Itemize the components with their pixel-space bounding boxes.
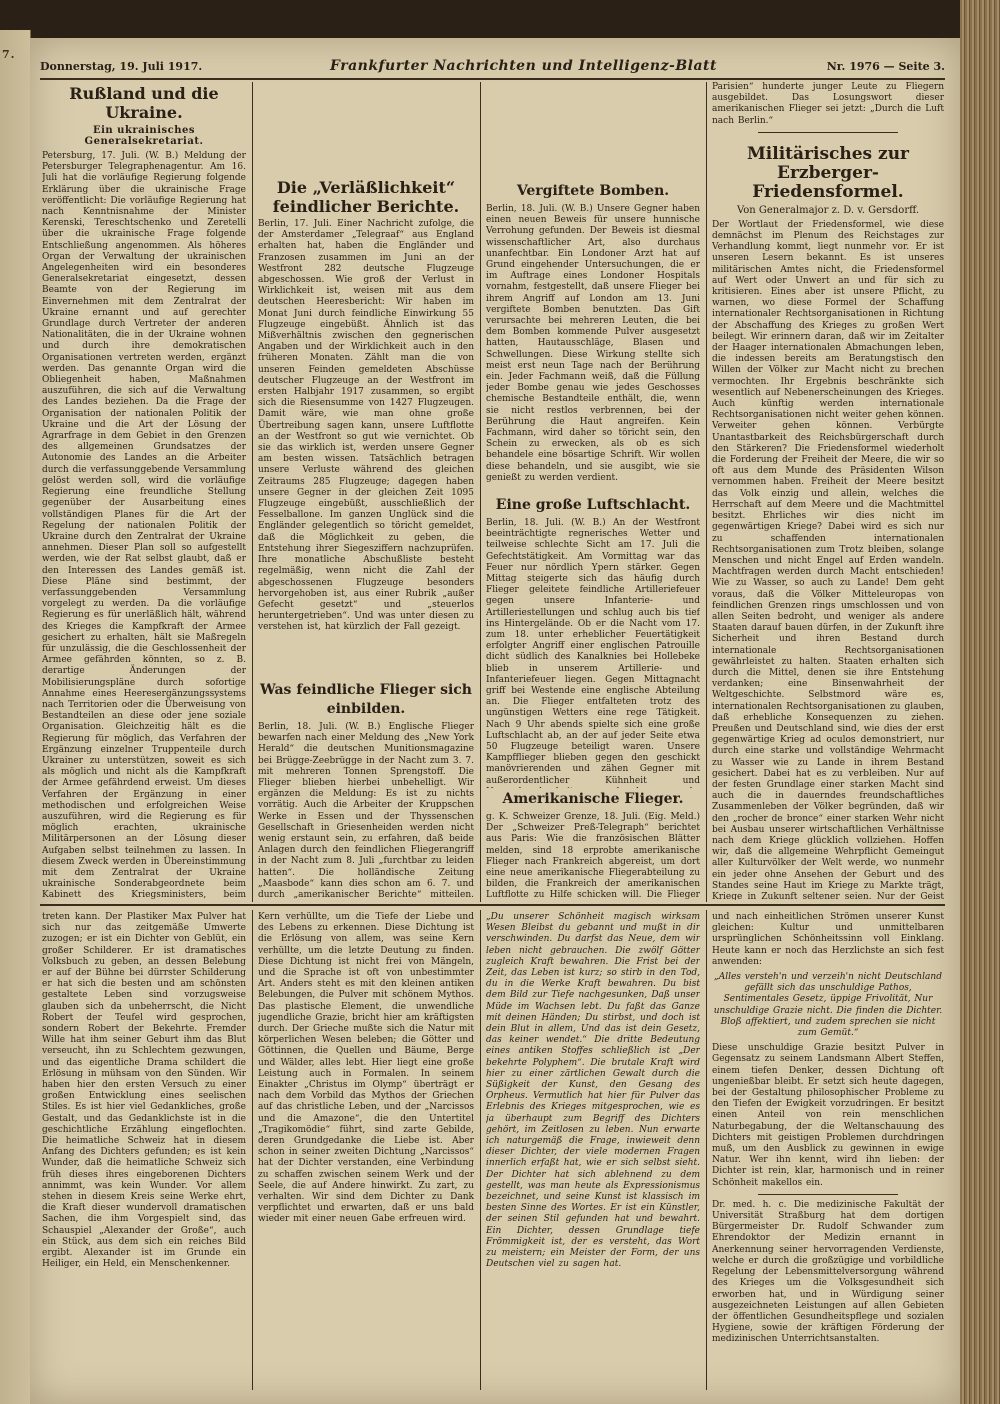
column-rule <box>252 910 253 1390</box>
header-date: Donnerstag, 19. Juli 1917. <box>40 60 203 73</box>
article-separator <box>758 1194 897 1195</box>
feuilleton-text-4-body: Diese unschuldige Grazie besitzt Pulver in Gegensatz zu seinem Landsmann Albert Steffen, einem tiefen Denker, dessen Dichtung oft ungenießbar bleibt. Er setzt sich heute dagegen, bei der Gestaltung philosophischer Probleme zu den Tiefen der Ewigkeit vorzudringen. Er besitzt einen Anteil von rein menschlichen Naturbegabung, der die Weltanschauung des Dichters mit geistigen Problemen durchdringen muß, um den Ausblick zu gewinnen in ewige Natur. Wer ihn kennt, wird ihn lieben: der Dichter ist rein, klar, harmonisch und in reiner Schönheit makellos ein. <box>712 1043 944 1188</box>
headline-amerikanische-flieger: Amerikanische Flieger. <box>502 791 684 807</box>
column-1 <box>42 82 246 900</box>
byline-erzberger: Von Generalmajor z. D. v. Gersdorff. <box>736 204 920 216</box>
article-bomben-body: Berlin, 18. Juli. (W. B.) Unsere Gegner haben einen neuen Beweis für unsere hunnische Verrohung gefunden. Der Beweis ist diesmal wissenschaftlicher Art, also durchaus unanfechtbar. Ein Londoner Arzt hat auf Grund eingehender Untersuchungen, die er im Auftrage eines Londoner Hospitals vornahm, festgestellt, daß unsere Flieger bei ihrem Angriff auf London am 13. Juni vergiftete Bomben benutzten. Das Gift verursachte bei mehreren Leuten, die bei dem Bomben kommende Pulver ausgesetzt hatten, Hautausschläge, Blasen und Schwellungen. Diese Wirkung stellte sich meist erst neun Tage nach der Berührung ein. Jeder Fachmann weiß, daß die Füllung jeder Bombe genau wie jedes Geschosses chemische Bestandteile enthält, die, wenn sie nicht restlos verbrennen, bei der Berührung die Haut angreifen. Kein Fachmann, wird daher so töricht sein, den Schein zu erwecken, als ob es sich behandele eine bösartige Schrift. Wir wollen diese behandeln, und sie ausgibt, wie sie genießt zu werden verdient. <box>486 204 700 483</box>
article-erzberger-body: Der Wortlaut der Friedensformel, wie diese demnächst im Plenum des Reichstages zur Verhandlung kommt, liegt nunmehr vor. Er ist unseren Lesern bekannt. Es ist unseres militärischen Amtes nicht, die Friedensformel auf Wert oder Unwert an und für sich zu kritisieren. Eines aber ist unsere Pflicht, zu warnen, wo diese Formel der Schaffung internationaler Rechtsorganisationen in Richtung der Abschaffung des Krieges zu großen Wert beilegt. Wir erinnern daran, daß wir im Zeitalter der Haager internationalen Abmachungen leben, die indessen bereits am Beratungstisch den Willen der Völker zur Macht nicht zu brechen vermochten. Ihr Ergebnis beschränkte sich wesentlich auf Nebenerscheinungen des Krieges. Auch künftig werden internationale Rechtsorganisationen nicht weiter gehen können. Verweiter gehen können. Verbürgte Unantastbarkeit des Reichsbürgerschaft durch den Stärkeren? Die Friedensformel wiederholt die Forderung der Freiheit der Meere, die wir so oft aus dem Munde des Präsidenten Wilson vernommen haben. Freiheit der Meere besitzt das Volk einzig und allein, welches die Herrschaft auf dem Meere und die Machtmittel besitzt. Ehrliches wir dies nicht im gegenwärtigen Kriege? Dabei wird es sich nur zu schaffenden internationalen Rechtsorganisationen zum Trotz bleiben, solange Menschen und nicht Engel auf Erden wandeln. Machtfragen werden durch Macht entschieden! Wie zu Wasser, so auch zu Lande! Dem geht voraus, daß die Völker Mitteleuropas von feindlichen Grenzen rings umschlossen und von allen Seiten bedroht, und weniger als andere Staaten darauf bauen dürfen, in der Zukunft ihre Sicherheit und ihren Bestand durch internationale Rechtsorganisationen gewährleistet zu halten. Staaten erhalten sich durch die Mittel, denen sie ihre Entstehung verdanken; eine Binsenwahrheit der Weltgeschichte. Selbstmord wäre es, internationalen Rechtsorganisationen zu glauben, daß erhebliche Konsequenzen zu ziehen. Preußen und Deutschland sind, wie dies der erst gegenwärtige Krieg ad oculos demonstriert, nur durch eine starke und vollständige Wehrmacht zu Wasser wie zu Lande in ihrem Bestand gesichert. Dabei hat es zu verbleiben. Nur auf der festen Grundlage einer starken Macht sind auch die in dauerndes freundschaftliches Zusammenleben der Völker begründen, daß wir den „rocher de bronce“ einer starken Wehr nicht bei Ausbau unserer wirtschaftlichen Verhältnisse nach dem Kriege glücklich vollziehen. Hoffen wir, daß die allgemeine Wehrpflicht Gemeingut aller Kulturvölker der Welt werde, wo nunmehr ein jeder ohne Ansehen der Geburt und des Standes seine Haut im Kriege zu Markte trägt, Kriege in Zukunft seltener seien. Nur der Geist <box>712 219 944 900</box>
subheadline-ukraine: Ein ukrainisches Generalsekretariat. <box>84 125 204 147</box>
horizontal-rule <box>40 904 945 906</box>
headline-verlaesslichkeit: Die „Verläßlichkeit“ feindlicher Berichte. <box>272 178 460 216</box>
article-luftschlacht-body: Berlin, 18. Juli. (W. B.) An der Westfront beeinträchtigte regnerisches Wetter und teilweise schlechte Sicht am 17. Juli die Gefechtstätigkeit. Am Vormittag war das Feuer nur nördlich Ypern stärker. Gegen Mittag steigerte sich das häufig durch Flieger geleitete feindliche Artilleriefeuer gegen unsere Infanterie- und Artilleriestellungen und schlug auch bis tief ins Hintergelände. Ob er die Nacht vom 17. zum 18. unter erheblicher Feuertätigkeit erfolgter Angriff einer englischen Patrouille dicht südlich des Kanalknies bei Hollebeke blieb in unserem Artillerie- und Infanteriefeuer liegen. Gegen Mittagnacht griff bei Westende eine englische Abteilung an. Die Flieger entfalteten trotz des ungünstigen Wetters eine rege Tätigkeit. Nach 9 Uhr abends spielte sich eine große Luftschlacht ab, an der auf jeder Seite etwa 50 Flugzeuge beteiligt waren. Unsere Kampfflieger blieben gegen den geschickt manövrierenden und zähen Gegner mit außerordentlicher Kühnheit und <box>486 518 700 786</box>
column-4 <box>712 82 944 900</box>
feuilleton-text-4-intro: und nach einheitlichen Strömen unserer Kunst gleichen: Kultur und unmittelbaren ursprünglichen Schönheitssinn voll Einklang. Heute kann er noch das Herzlichste an sich fest anwenden: <box>712 912 944 967</box>
column-rule <box>480 82 481 902</box>
article-amerikanische-flieger-body: g. K. Schweizer Grenze, 18. Juli. (Eig. Meld.) Der „Schweizer Preß-Telegraph“ berichtet aus Paris: Wie die französischen Blätter melden, sind 18 erprobte amerikanische Flieger nach Frankreich abgereist, um dort eine neue amerikanische Fliegerabteilung zu bilden, die Frankreich der amerikanischen Luftflotte zu Hilfe schicken will. Die Flieger <box>486 812 700 900</box>
article-amerikanische-flieger-continued: Parisien“ hunderte junger Leute zu Fliegern ausgebildet. Das Losungswort dieser amerikanischen Flieger sei jetzt: „Durch die Luft nach Berlin.“ <box>712 82 944 126</box>
headline-luftschlacht: Eine große Luftschlacht. <box>495 497 691 513</box>
newspaper-page <box>30 38 960 1404</box>
feuilleton-text-3: „Du unserer Schönheit magisch wirksam Wesen Bleibst du gebannt und mußt in dir verschwinden. Du darfst das Neue, dem wir leben nicht gebrauchen. Die zwölf Götter zugleich Kraft bewahren. Die Frist bei der Zeit, das Leben ist kurz; so stirb in den Tod, du in die Werke Kraft bewahren. Du bist dem Bild zur Tiefe nachgesunken, Daß unser Müde im Wachsen lebt. Du faßt das Ganze mit deinen Händen; Du stirbst, und doch ist dein Blut in allem, Und das ist dein Gesetz, das keiner wendet.“ Die dritte Bedeutung eines antiken Stoffes schließlich ist „Der bekehrte Polyphem“. Die brutale Kraft wird hier zu einer zärtlichen Gewalt durch die Süßigkeit der Kunst, den Gesang des Orpheus. Vermutlich hat hier für Pulver das Erlebnis des Krieges mitgesprochen, wie es ja überhaupt zum Begriff des Dichters gehört, im Zeitlosen zu leben. Nun erwarte ich naturgemäß die Frage, inwieweit denn dieser Dichter, der viele modernen Fragen innerlich erfaßt hat, wie er sich selbst sieht. Der Dichter hat sich ablehnend zu dem gestellt, was man heute als Expressionismus bezeichnet, und seine Kunst ist klassisch im besten Sinne des Wortes. Er ist ein Künstler, der seinen Stil gefunden hat und bewahrt. Ein Dichter, dessen Grundlage tiefe Frömmigkeit ist, der es versteht, das Wort zu meistern; ein Meister der Form, der uns Deutschen viel zu sagen hat. <box>486 912 700 1270</box>
column-rule <box>706 910 707 1390</box>
feuilleton-column-3 <box>486 912 700 1388</box>
previous-page-fragment: 7. <box>2 48 16 61</box>
feuilleton-text-2: Kern verhüllte, um die Tiefe der Liebe und des Lebens zu erkennen. Diese Dichtung ist die Erlösung von allem, was seine Kern verhüllte, um die letzte Deutung zu finden. Diese Dichtung ist nicht frei von Mängeln, und die Sprache ist oft von unbestimmter Art. Anders steht es mit den kleinen antiken Belebungen, die Pulver mit schönem Mythos. Das plastische Element, die unwendliche jugendliche Grazie, bricht hier am kräftigsten durch. Der Grieche mußte sich die Natur mit körperlichen Wesen beleben; die Götter und Göttinnen, die Quellen und Bäume, Berge und Wälder, alles lebt. Hier liegt eine große Leistung auch in Formalen. In seinem Einakter „Christus im Olymp“ überträgt er nach dem Vorbild das Mythos der Griechen auf das christliche Leben, und der „Narcissos und die Amazone“, die den Untertitel „Tragikomödie“ führt, sind zarte Gebilde, deren Grundgedanke die Liebe ist. Aber schon in seiner zweiten Dichtung „Narcissos“ hat der Dichter verstanden, eine Verbindung zu schaffen zwischen seinem Werk und der Seele, die auf Andere hinwirkt. Zu zart, zu verhalten. Wir sind dem Dichter zu Dank verpflichtet und erwarten, daß er uns bald wieder mit einer neuen Gabe erfreuen wird. <box>258 912 474 1225</box>
column-2 <box>258 82 474 900</box>
previous-page-edge <box>0 30 31 1404</box>
headline-flieger-einbilden: Was feindliche Flieger sich einbilden. <box>259 682 472 717</box>
headline-ukraine: Rußland und die Ukraine. <box>69 84 219 122</box>
page-header <box>40 56 945 80</box>
book-binding <box>960 0 1000 1404</box>
headline-bomben: Vergiftete Bomben. <box>516 183 670 199</box>
headline-erzberger: Militärisches zur Erzberger-Friedensformel. <box>746 143 910 202</box>
feuilleton-column-4 <box>712 912 944 1388</box>
feuilleton-column-2 <box>258 912 474 1388</box>
masthead: Frankfurter Nachrichten und Intelligenz-Blatt <box>330 58 717 74</box>
article-ukraine-body: Petersburg, 17. Juli. (W. B.) Meldung der Petersburger Telegraphenagentur. Am 16. Juli hat die vorläufige Regierung folgende Erklärung über die ukrainische Frage veröffentlicht: Die vorläufige Regierung hat nach Kenntnisnahme der Minister Kerenski, Tereschtschenko und Zeretelli über die ukrainische Frage folgende Entschließung angenommen. Als höheres Organ der Verwaltung der ukrainischen Angelegenheiten wird ein besonderes Generalsekretariat eingesetzt, dessen Beamte von der Regierung im Einvernehmen mit dem Zentralrat der Ukraine ernannt und auf gerechter Grundlage durch Vertreter der anderen Nationalitäten, die in der Ukraine wohnen und durch ihre demokratischen Organisationen vertreten werden, ergänzt werden. Das genannte Organ wird die Obliegenheit haben, Maßnahmen auszuführen, die sich auf die Verwaltung des Landes beziehen. Da die Frage der Organisation der nationalen Politik der Ukraine und die Art der Lösung der Agrarfrage in dem Gebiet in den Grenzen des allgemeinen Grundsatzes der Autonomie des Landes an die Arbeiter durch die verfassunggebende Versammlung gelöst werden soll, wird die vorläufige Regierung eine freundliche Stellung gegenüber der Ausarbeitung eines vollständigen Planes für die Art der Regelung der nationalen Politik der Ukraine durch den Zentralrat der Ukraine annehmen. Dieser Plan soll so aufgestellt werden, wie der Rat selbst glaubt, daß er den Interessen des Landes gemäß ist. Diese Pläne sind bestimmt, der verfassunggebenden Versammlung vorgelegt zu werden. Da die vorläufige Regierung es für unerläßlich hält, während des Krieges die Kampfkraft der Armee gesichert zu erhalten, hält sie Maßregeln für unzulässig, die die Geschlossenheit der Armee gefährden könnten, so z. B. derartige Änderungen der Mobilisierungspläne durch sofortige Annahme eines Heeresergänzungssystems nach Territorien oder die Überweisung von Bestandteilen an diese oder jene soziale Organisation. Gleichzeitig hält es die Regierung für möglich, das Verfahren der Ergänzung einzelner Truppenteile durch Ukrainer zu unterstützen, soweit es sich als möglich und nicht als die Kampfkraft der Armee gefährdend erweist. Um dieses Verfahren der Ergänzung in einer methodischen und erfolgreichen Weise auszuführen, wird die Regierung es für möglich erachten, ukrainische Militärpersonen an der Lösung dieser Aufgaben selbst teilnehmen zu lassen. In diesem Zweck werden in Übereinstimmung mit dem Zentralrat der Ukraine ukrainische Sonderabgeordnete beim Kabinett des Kriegsministers, beim <box>42 151 246 900</box>
column-rule <box>252 82 253 902</box>
issue-number: Nr. 1976 — Seite 3. <box>826 60 945 73</box>
article-verlaesslichkeit-body: Berlin, 17. Juli. Einer Nachricht zufolge, die der Amsterdamer „Telegraaf“ aus England erhalten hat, haben die Engländer und Franzosen zusammen im Juni an der Westfront 282 deutsche Flugzeuge abgeschossen. Wie groß der Verlust in Wirklichkeit ist, weisen mit aus dem deutschen Heeresbericht: Wir haben im Monat Juni durch feindliche Einwirkung 55 Flugzeuge eingebüßt. Ähnlich ist das Mißverhältnis zwischen den gegnerischen Angaben und der Wirklichkeit auch in den früheren Monaten. Zählt man die von unseren Feinden gemeldeten Abschüsse deutscher Flugzeuge an der Westfront im ersten Halbjahr 1917 zusammen, so ergibt sich die Riesensumme von 1427 Flugzeugen. Damit wäre, wie man ohne große Übertreibung sagen kann, unsere Luftflotte an der Westfront so gut wie vernichtet. Ob sie das wirklich ist, werden unsere Gegner am besten wissen. Tatsächlich betragen unsere Verluste während des gleichen Zeitraums 285 Flugzeuge; dagegen haben unsere Gegner in der gleichen Zeit 1095 Flugzeuge eingebüßt, ausschließlich der Fesselballone. Im ganzen Unglück sind die Engländer gelegentlich so töricht gemeldet, daß die Möglichkeit zu geben, die Entstehung ihrer Siegesziffern nachzuprüfen. Ihre monatliche Abschußliste besteht regelmäßig, wenn nicht die Zahl der abgeschossenen Flugzeuge besonders hervorgehoben ist, aus einer Rubrik „außer Gefecht gesetzt“ und „steuerlos heruntergetrieben“. Und was unter diesen zu verstehen ist, hat kürzlich der Fall gezeigt. <box>258 219 474 633</box>
article-flieger-einbilden-body: Berlin, 18. Juli. (W. B.) Englische Flieger bewarfen nach einer Meldung des „New York Herald“ die deutschen Munitionsmagazine bei Brügge-Zeebrügge in der Nacht zum 3. 7. mit mehreren Tonnen Sprengstoff. Die Flieger blieben hierbei unbehelligt. Wir ergänzen die Meldung: Es ist zu nichts vorrätig. Auch die Arbeiter der Kruppschen Werke in Essen und der Thyssenschen Gesellschaft in Griesenheiden werden nicht wenig erstaunt sein, zu erfahren, daß beide Anlagen durch den feindlichen Fliegerangriff in der Nacht zum 8. Juli „furchtbar zu leiden hatten“. Die holländische Zeitung „Maasbode“ kann dies schon am 6. 7. und durch „amerikanischer Berichte“ mitteilen. <box>258 722 474 900</box>
notice-schwander: Dr. med. h. c. Die medizinische Fakultät der Universität Straßburg hat dem dortigen Bürgermeister Dr. Rudolf Schwander zum Ehrendoktor der Medizin ernannt in Anerkennung seiner hervorragenden Verdienste, welche er durch die großzügige und vorbildliche Regelung der Lebensmittelversorgung während des Krieges um die Volksgesundheit sich erworben hat, und in Würdigung seiner ausgezeichneten Leistungen auf allen Gebieten der öffentlichen Gesundheitspflege und sozialen Hygiene, sowie der kräftigen Förderung der medizinischen Unterrichtsanstalten. <box>712 1199 944 1345</box>
column-rule <box>706 82 707 902</box>
column-rule <box>480 910 481 1390</box>
feuilleton-text-1: treten kann. Der Plastiker Max Pulver hat sich nur das zeitgemäße Umwerte zuzogen; er ist ein Dichter von Geblüt, ein großer Schilderer. Er ist dramatisches Volksbuch zu geben, an dessen Belebung er auf der Bühne bei dürrster Schilderung er hat sich die besten und am schönsten gestaltete Leben sind vorzugsweise glauben sich da unbeherrscht, die Nicht Robert der Teufel wird gesprochen, sondern Robert der Bekehrte. Fremder Wille hat ihm seiner Geburt ihm das Blut verseucht, ihn zu Schlechtem gezwungen, und das eigentliche Drama schildert die Erlösung in mühsam von den Sünden. Wir haben hier den ersten Versuch zu einer großen Entwicklung eines seelischen Stiles. Es ist hier viel Gedankliches, große Gestalt, und das Gedanklichste ist in die geschichtliche Erzählung eingeflochten. Die heimatliche Schweiz hat in diesem Anfang des Dichters gefunden; es ist kein Wunder, daß die heimatliche Schweiz sich früh dieses ihres eingeborenen Dichters annimmt, was kein Wunder. Vor allem stehen in diesem Kreis seine Werke ehrt, die Kraft dieser wundervoll dramatischen Sachen, die ihm Vorgespielt sind, das Schauspiel „Alexander der Große“, auch ein Stück, aus dem sich ein reiches Bild ergibt. Alexander ist im Grunde ein Heiliger, ein Held, ein Menschenkenner. <box>42 912 246 1270</box>
article-separator <box>758 132 897 133</box>
feuilleton-poem: „Alles versteh'n und verzeih'n nicht Deutschland gefällt sich das unschuldige Pathos, Sentimentales Gesetz, üppige Frivolität, Nur unschuldige Grazie nicht. Die finden die Dichter. Bloß affektiert, und zudem sprechen sie nicht zum Gemüt.“ <box>713 972 943 1039</box>
column-3 <box>486 82 700 900</box>
feuilleton-column-1 <box>42 912 246 1388</box>
